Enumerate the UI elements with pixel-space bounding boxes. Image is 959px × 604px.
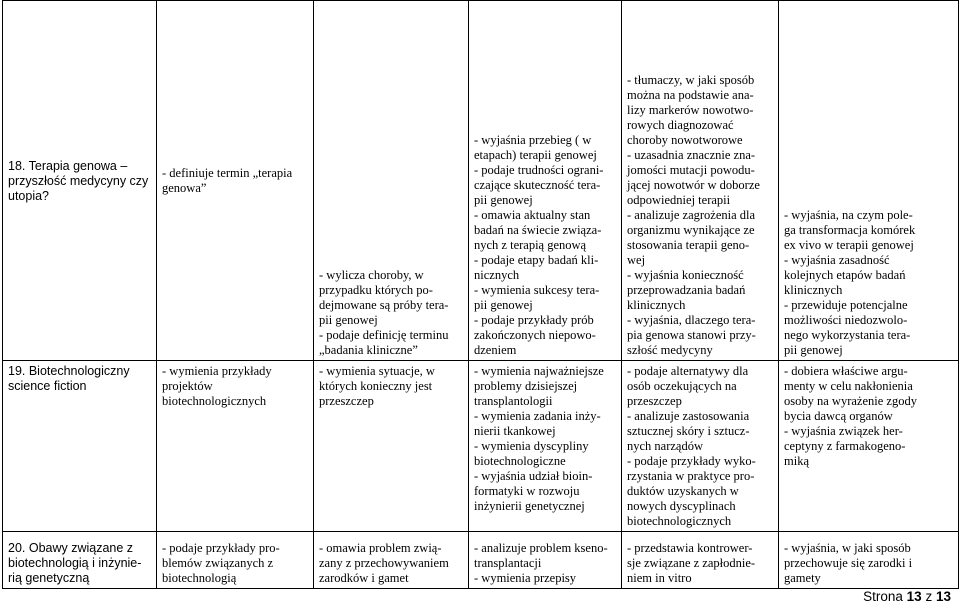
cell-text-line: osób oczekujących na <box>627 379 737 393</box>
cell-text-line: pii genowej <box>319 313 378 327</box>
cell-text-line: osoby na wyrażenie zgody <box>784 394 917 408</box>
cell-text-line: niem in vitro <box>627 571 692 585</box>
cell-text-line: choroby nowotworowe <box>627 133 743 147</box>
cell-text-line: transplantacji <box>474 556 542 570</box>
cell-text-line: klinicznych <box>784 283 843 297</box>
cell-text-line: - podaje przykłady pro- <box>162 541 280 555</box>
cell-text-line: organizmu wynikające ze <box>627 223 755 237</box>
cell-text-line: genowa” <box>162 181 207 195</box>
cell-text-line: czające skuteczność tera- <box>474 178 601 192</box>
cell-text-line: jącej nowotwór w doborze <box>627 178 760 192</box>
cell-text-line: pia genowa stanowi przy- <box>627 328 756 342</box>
cell-text-line: ex vivo w terapii genowej <box>784 238 914 252</box>
cell-text-line: wej <box>627 253 646 267</box>
cell-text-line: - wyjaśnia przebieg ( w <box>474 133 592 147</box>
cell-text-line: przeprowadzania badań <box>627 283 746 297</box>
cell-text-line: - wymienia sytuacje, w <box>319 364 435 378</box>
topic-cell <box>3 1 157 361</box>
cell-text-line: - wymienia zadania inży- <box>474 409 601 423</box>
footer-prefix: Strona <box>863 589 903 604</box>
table-row <box>3 1 959 361</box>
cell-text-line: projektów <box>162 379 213 393</box>
requirement-cell <box>157 361 314 532</box>
cell-text-line: odpowiedniej terapii <box>627 193 731 207</box>
requirement-cell <box>314 532 469 589</box>
table-row <box>3 361 959 532</box>
cell-text-line: ga transformacja komórek <box>784 223 916 237</box>
cell-text-line: badań na świecie związa- <box>474 223 602 237</box>
cell-text-line: nych narządów <box>627 439 704 453</box>
cell-text-line: „badania kliniczne” <box>319 343 418 357</box>
cell-text-line: - podaje trudności ograni- <box>474 163 604 177</box>
cell-text-line: duktów uzyskanych w <box>627 484 739 498</box>
cell-text-line: etapach) terapii genowej <box>474 148 597 162</box>
footer-page-number: 13 <box>906 589 922 604</box>
table-row <box>3 532 959 589</box>
cell-text-line: - wyjaśnia, na czym pole- <box>784 208 913 222</box>
cell-text-line: biotechnologicznych <box>162 394 267 408</box>
cell-text-line: miką <box>784 454 809 468</box>
cell-text-line: nych z terapią genową <box>474 238 587 252</box>
cell-text-line: rią genetyczną <box>8 571 90 585</box>
cell-text-line: - wyjaśnia, w jaki sposób <box>784 541 911 555</box>
requirement-cell <box>469 1 622 361</box>
requirement-cell <box>779 1 959 361</box>
cell-text-line: - przedstawia kontrower- <box>627 541 753 555</box>
cell-text-line: zakończonych niepowo- <box>474 328 596 342</box>
requirement-cell <box>469 361 622 532</box>
footer-total-pages: 13 <box>935 589 951 604</box>
cell-text-line: - podaje przykłady wyko- <box>627 454 756 468</box>
cell-text-line: pii genowej <box>474 298 533 312</box>
cell-text-line: lizy markerów nowotwo- <box>627 103 754 117</box>
cell-text-line: inżynierii genetycznej <box>474 499 585 513</box>
cell-text-line: - wymienia dyscypliny <box>474 439 589 453</box>
cell-text-line: biotechnologią i inżynie- <box>8 556 142 570</box>
requirement-cell <box>622 1 779 361</box>
cell-text-line: 18. Terapia genowa – <box>8 158 128 173</box>
cell-text-line: blemów związanych z <box>162 556 274 570</box>
cell-text-line: nego wykorzystania tera- <box>784 328 911 342</box>
cell-text-line: - wyjaśnia związek her- <box>784 424 903 438</box>
cell-text-line: - przewiduje potencjalne <box>784 298 908 312</box>
cell-text-line: bycia dawcą organów <box>784 409 893 423</box>
cell-text-line: nicznych <box>474 268 520 282</box>
cell-text-line: rzystania w praktyce pro- <box>627 469 755 483</box>
cell-text-line: science fiction <box>8 379 87 393</box>
cell-text-line: - omawia problem zwią- <box>319 541 442 555</box>
cell-text-line: - wymienia najważniejsze <box>474 364 604 378</box>
cell-text-line: przeszczep <box>627 394 682 408</box>
cell-text-line: pii genowej <box>474 193 533 207</box>
requirement-cell <box>157 1 314 361</box>
requirement-cell <box>622 532 779 589</box>
cell-text-line: nierii tkankowej <box>474 424 556 438</box>
cell-text-line: - tłumaczy, w jaki sposób <box>627 73 755 87</box>
cell-text-line: - podaje alternatywy dla <box>627 364 749 378</box>
cell-text-line: sztucznej skóry i sztucz- <box>627 424 750 438</box>
cell-text-line: - analizuje problem kseno- <box>474 541 608 555</box>
cell-text-line: przeszczep <box>319 394 374 408</box>
cell-text-line: - omawia aktualny stan <box>474 208 591 222</box>
cell-text-line: - definiuje termin „terapia <box>162 166 293 180</box>
cell-text-line: problemy dzisiejszej <box>474 379 578 393</box>
requirement-cell <box>157 532 314 589</box>
requirement-cell <box>779 532 959 589</box>
requirement-cell <box>314 1 469 361</box>
cell-text-line: klinicznych <box>627 298 686 312</box>
cell-text-line: 20. Obawy związane z <box>8 541 134 555</box>
cell-text-line: pii genowej <box>784 343 843 357</box>
cell-text-line: - wyjaśnia udział bioin- <box>474 469 593 483</box>
cell-text-line: menty w celu nakłonienia <box>784 379 913 393</box>
cell-text-line: formatyki w rozwoju <box>474 484 580 498</box>
cell-text-line: - dobiera właściwe argu- <box>784 364 908 378</box>
footer-separator: z <box>925 589 933 604</box>
cell-text-line: - analizuje zagrożenia dla <box>627 208 756 222</box>
topic-cell <box>3 532 157 589</box>
requirements-table <box>2 0 959 589</box>
cell-text-line: stosowania terapii geno- <box>627 238 750 252</box>
page-footer <box>863 589 951 604</box>
cell-text-line: - wymienia przepisy <box>474 571 577 585</box>
cell-text-line: dejmowane są próby tera- <box>319 298 449 312</box>
cell-text-line: kolejnych etapów badań <box>784 268 906 282</box>
requirement-cell <box>622 361 779 532</box>
cell-text-line: przypadku których po- <box>319 283 433 297</box>
cell-text-line: nowych dyscyplinach <box>627 499 736 513</box>
cell-text-line: gamety <box>784 571 821 585</box>
cell-text-line: przechowuje się zarodki i <box>784 556 913 570</box>
cell-text-line: przyszłość medycyny czy <box>8 173 149 188</box>
cell-text-line: - podaje przykłady prób <box>474 313 594 327</box>
cell-text-line: których konieczny jest <box>319 379 433 393</box>
cell-text-line: - wyjaśnia konieczność <box>627 268 744 282</box>
cell-text-line: możliwości niedozwolo- <box>784 313 908 327</box>
cell-text-line: - podaje etapy badań kli- <box>474 253 599 267</box>
cell-text-line: dzeniem <box>474 343 517 357</box>
cell-text-line: zarodków i gamet <box>319 571 409 585</box>
cell-text-line: ceptyny z farmakogeno- <box>784 439 906 453</box>
cell-text-line: szłość medycyny <box>627 343 713 357</box>
cell-text-line: biotechnologią <box>162 571 237 585</box>
cell-text-line: transplantologii <box>474 394 553 408</box>
cell-text-line: - wymienia przykłady <box>162 364 272 378</box>
cell-text-line: utopia? <box>8 188 50 203</box>
requirement-cell <box>314 361 469 532</box>
cell-text-line: - wyjaśnia, dlaczego tera- <box>627 313 756 327</box>
cell-text-line: biotechnologicznych <box>627 514 732 528</box>
cell-text-line: jomości mutacji powodu- <box>627 163 755 177</box>
cell-text-line: można na podstawie ana- <box>627 88 754 102</box>
requirement-cell <box>469 532 622 589</box>
cell-text-line: - wymienia sukcesy tera- <box>474 283 600 297</box>
cell-text-line: sje związane z zapłodnie- <box>627 556 756 570</box>
cell-text-line: rowych diagnozować <box>627 118 734 132</box>
cell-text-line: - podaje definicję terminu <box>319 328 449 342</box>
cell-text-line: 19. Biotechnologiczny <box>8 364 130 378</box>
cell-text-line: zany z przechowywaniem <box>319 556 449 570</box>
topic-cell <box>3 361 157 532</box>
cell-text-line: - wyjaśnia zasadność <box>784 253 890 267</box>
cell-text-line: - analizuje zastosowania <box>627 409 750 423</box>
cell-text-line: biotechnologiczne <box>474 454 566 468</box>
cell-text-line: - wylicza choroby, w <box>319 268 424 282</box>
requirement-cell <box>779 361 959 532</box>
cell-text-line: - uzasadnia znacznie zna- <box>627 148 756 162</box>
